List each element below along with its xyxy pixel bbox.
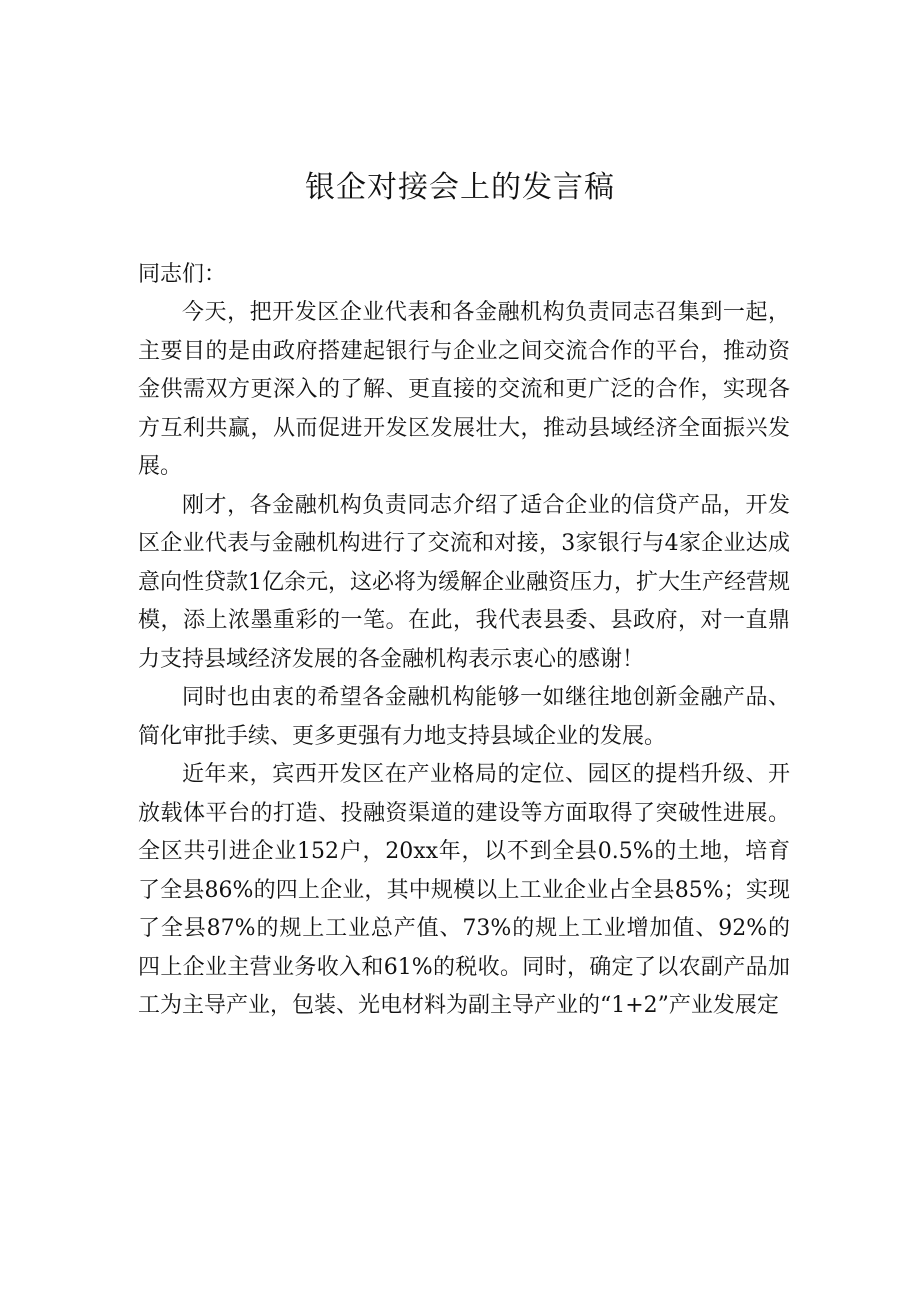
document-title: 银企对接会上的发言稿	[305, 170, 615, 205]
paragraph-2: 刚才，各金融机构负责同志介绍了适合企业的信贷产品，开发区企业代表与金融机构进行了交流和对接，3家银行与4家企业达成意向性贷款1亿余元，这必将为缓解企业融资压力，扩大生产经营规模，添上浓墨重彩的一笔。在此，我代表县委、县政府，对一直鼎力支持县域经济发展的各金融机构表示衷心的感谢！	[138, 492, 790, 672]
paragraph-3: 同时也由衷的希望各金融机构能够一如继往地创新金融产品、简化审批手续、更多更强有力地支持县域企业的发展。	[138, 685, 790, 749]
paragraph-4: 近年来，宾西开发区在产业格局的定位、园区的提档升级、开放载体平台的打造、投融资渠道的建设等方面取得了突破性进展。全区共引进企业152户，20xx年，以不到全县0.5%的土地，培育了全县86%的四上企业，其中规模以上工业企业占全县85%；实现了全县87%的规上工业总产值、73%的规上工业增加值、92%的四上企业主营业务收入和61%的税收。同时，确定了以农副产品加工为主导产业，包装、光电材料为副主导产业的“1+2”产业发展定	[138, 762, 790, 1018]
paragraph-1: 今天，把开发区企业代表和各金融机构负责同志召集到一起，主要目的是由政府搭建起银行与企业之间交流合作的平台，推动资金供需双方更深入的了解、更直接的交流和更广泛的合作，实现各方互利共赢，从而促进开发区发展壮大，推动县域经济全面振兴发展。	[138, 300, 790, 479]
salutation: 同志们：	[138, 262, 227, 287]
document-body	[138, 256, 790, 1026]
